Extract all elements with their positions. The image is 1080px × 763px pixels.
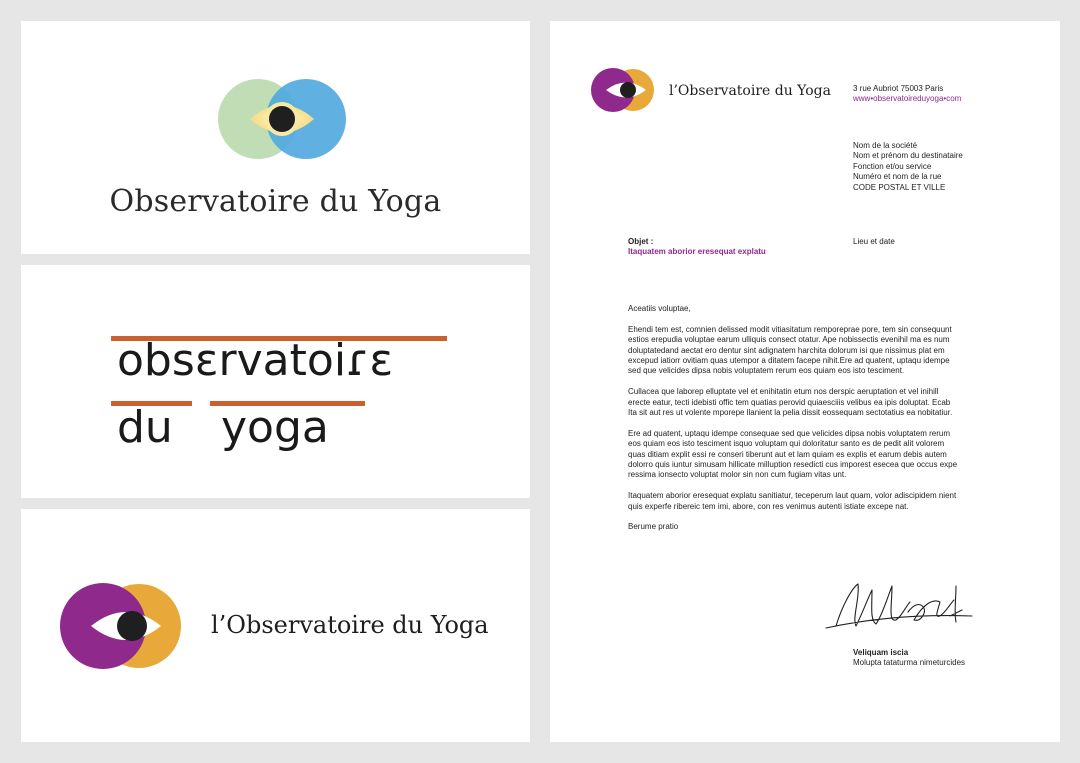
recipient-block [853, 141, 963, 193]
object-block [628, 237, 766, 258]
horizontal-wordmark: l’Observatoire du Yoga [211, 611, 489, 639]
eye-logo-purple-orange [59, 579, 184, 673]
letterhead-brand-name: l’Observatoire du Yoga [669, 83, 831, 99]
body-paragraph: Cullacea que laborep elluptate vel et enihitatin etum nos derspic aeruptation et vel inihill erecte eatur, tecti idebisti offic tem quatias perovid quiaesciiis velibus ea ipis doluptat. Ecab Ita sit aut res ut volente mporepe llanient la pelia dissit eossequam sectotatius ea nobitatiur. [628, 387, 953, 418]
closing: Berume pratio [628, 522, 679, 532]
object-text: Itaquatem aborior eresequat explatu [628, 247, 766, 257]
letterhead-page [550, 21, 1060, 742]
signer-name: Veliquam iscia [853, 648, 909, 657]
sender-block [853, 84, 961, 105]
experimental-line-2a: du [117, 402, 173, 453]
handwritten-signature [822, 576, 982, 641]
signer-block [853, 648, 965, 669]
body-paragraph: Itaquatem aborior eresequat explatu sanitiatur, teceperum laut quam, volor adiscipidem nient quis experfe ribereic tem imi, abore, con res venimus autenti istiate excepe nat. [628, 491, 957, 511]
experimental-line-1: obsɛrvatoiɾɛ [117, 335, 394, 386]
recipient-line: Fonction et/ou service [853, 161, 932, 171]
logo-panel-experimental [21, 265, 530, 498]
eye-logo-green-blue [217, 75, 347, 185]
experimental-line-2b: yoga [221, 402, 329, 453]
date-label: Lieu et date [853, 237, 895, 246]
letter-body [628, 304, 960, 543]
sender-address: 3 rue Aubriot 75003 Paris [853, 84, 944, 93]
letterhead-logo-icon [590, 66, 656, 116]
experimental-wordmark [21, 265, 530, 498]
recipient-line: Nom et prénom du destinataire [853, 151, 963, 161]
body-paragraph: Ere ad quatent, uptaqu idempe consequae sed que velicides dipsa nobis voluptatem rerum eos quiam eos isto tesciment isquo voluptam qui doloritatur santo es de pedit alit volorem quas ditiam explit essi re conseri tiberunt aut et lam quiam es explis et earum debis autem dolorro quis iuntur simusam hillicate milluption resedicti cus imporest esecea que occus expe ressima ionsecto voluptat molor sin non cum fugiam vitas unt. [628, 428, 958, 480]
logo-panel-primary [21, 21, 530, 254]
recipient-line: Nom de la société [853, 141, 918, 150]
sender-website: www•observatoireduyoga•com [853, 94, 962, 104]
greeting: Aceatiis voluptae, [628, 304, 691, 313]
logo-panel-horizontal [21, 509, 530, 742]
wordmark-title: Observatoire du Yoga [109, 184, 442, 219]
recipient-line: CODE POSTAL ET VILLE [853, 182, 946, 192]
body-paragraph: Ehendi tem est, comnien delissed modit vitiasitatum remporeprae pore, tem sin consequunt estios erepudia voluptae earum ulliquis consect otatur. Ape nobissectis evenihil ma es num doluptatedand aectat ero dentur sint adignatem harchita dolorum isi que nissimus plat em excepud iatiorr ovitiam quas utempor a ditatem facepe nihit.Ere ad quatent, uptaqu idempe sed que velicides dipsa nobis voluptatem rerum eos quiam eos isto tesciment. [628, 324, 952, 376]
signer-title: Molupta tataturma nimeturcides [853, 658, 966, 668]
recipient-line: Numéro et nom de la rue [853, 172, 942, 182]
object-label: Objet : [628, 237, 654, 246]
